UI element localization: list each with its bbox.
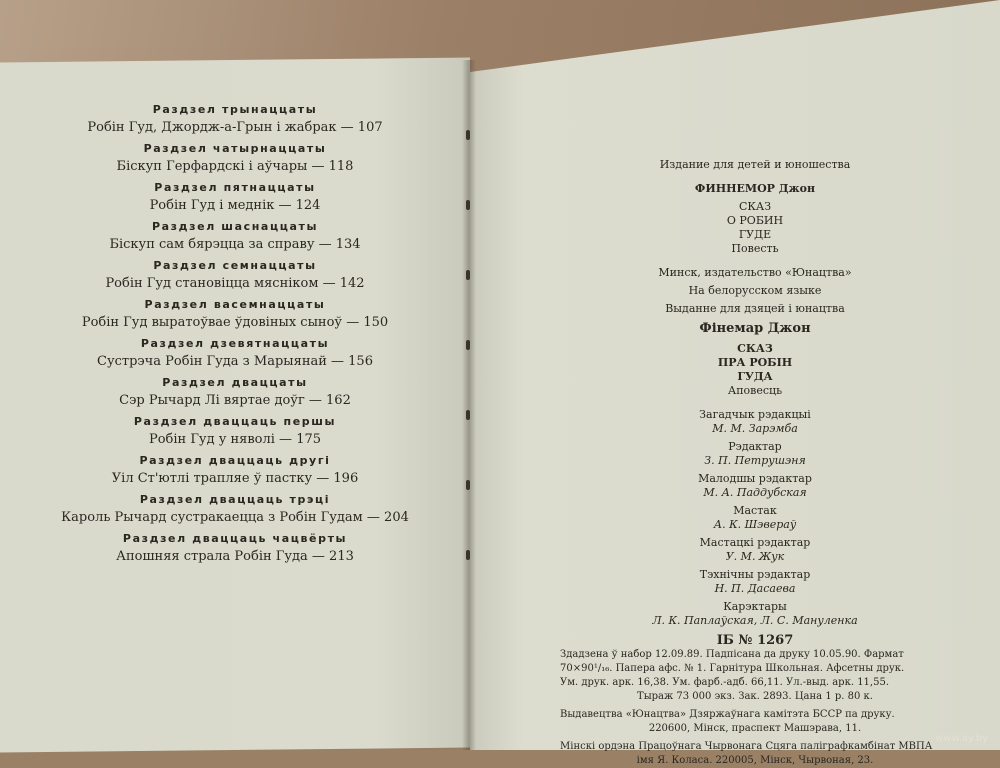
genre-ru: Повесть	[731, 242, 779, 255]
toc-entry	[30, 297, 440, 333]
audience-ru: Издание для детей и юношества	[659, 158, 851, 171]
chapter-heading: Раздзел дваццаць першы	[133, 415, 337, 428]
site-watermark: www.ay.by	[935, 733, 988, 744]
toc-entry	[30, 414, 440, 450]
publisher-line: 220600, Мінск, праспект Машэрава, 11.	[648, 723, 862, 734]
credit-name: М. А. Паддубская	[703, 486, 807, 499]
toc-entry	[30, 492, 440, 528]
chapter-title: Апошняя страла Робін Гуда — 213	[116, 549, 354, 564]
chapter-heading: Раздзел пятнаццаты	[154, 181, 316, 194]
chapter-title: Біскуп сам бярэцца за справу — 134	[109, 237, 361, 252]
chapter-heading: Раздзел дваццаць трэці	[139, 493, 331, 506]
credit-role: Мастак	[733, 504, 777, 517]
title-ru-line: СКАЗ	[738, 200, 772, 213]
toc-entry	[30, 102, 440, 138]
chapter-heading: Раздзел дваццаты	[162, 376, 308, 389]
credit-role: Рэдактар	[728, 440, 782, 453]
audience-by: Выданне для дзяцей і юнацтва	[665, 302, 845, 315]
chapter-heading: Раздзел дзевятнаццаты	[140, 337, 330, 350]
chapter-title: Робін Гуд становіцца мясніком — 142	[105, 276, 365, 291]
printer-line: Мінскі ордэна Працоўнага Чырвонага Сцяга паліграфкамбінат МВПА	[560, 741, 933, 752]
binding-stitch	[466, 550, 470, 560]
toc-entry	[30, 531, 440, 567]
chapter-heading: Раздзел семнаццаты	[153, 259, 317, 272]
credit-role: Загадчык рэдакцыі	[699, 408, 811, 421]
credit-role: Карэктары	[723, 600, 787, 613]
toc-entry	[30, 258, 440, 294]
binding-stitch	[466, 410, 470, 420]
credit-name: З. П. Петрушэня	[704, 454, 806, 467]
table-of-contents	[30, 102, 440, 570]
toc-entry	[30, 453, 440, 489]
toc-entry	[30, 141, 440, 177]
book-gutter	[462, 60, 476, 750]
credit-name: Л. К. Паплаўская, Л. С. Мануленка	[652, 614, 858, 627]
binding-stitch	[466, 130, 470, 140]
language-ru: На белорусском языке	[688, 284, 822, 297]
chapter-title: Робін Гуд, Джордж-а-Грын і жабрак — 107	[87, 120, 383, 135]
binding-stitch	[466, 200, 470, 210]
chapter-heading: Раздзел васемнаццаты	[144, 298, 326, 311]
chapter-title: Сустрэча Робін Гуда з Марыянай — 156	[97, 354, 373, 369]
binding-stitch	[466, 480, 470, 490]
print-line: Здадзена ў набор 12.09.89. Падпісана да друку 10.05.90. Фармат	[560, 649, 904, 660]
chapter-heading: Раздзел чатырнаццаты	[143, 142, 327, 155]
title-by-line: СКАЗ	[737, 342, 773, 355]
title-by-line: ГУДА	[737, 370, 773, 383]
ib-number: ІБ № 1267	[716, 633, 794, 648]
print-line: 70×90¹/₁₆. Папера афс. № 1. Гарнітура Школьная. Афсетны друк.	[560, 663, 905, 674]
chapter-title: Кароль Рычард сустракаецца з Робін Гудам — 204	[61, 510, 409, 525]
genre-by: Аповесць	[727, 384, 783, 397]
author-ru: ФИННЕМОР Джон	[694, 182, 816, 195]
credit-name: У. М. Жук	[725, 550, 785, 563]
chapter-title: Робін Гуд у няволі — 175	[148, 432, 322, 447]
binding-stitch	[466, 340, 470, 350]
imprint-block	[560, 158, 950, 768]
title-by-line: ПРА РОБІН	[717, 356, 793, 369]
toc-entry	[30, 336, 440, 372]
chapter-heading: Раздзел трынаццаты	[152, 103, 318, 116]
chapter-heading: Раздзел шаснаццаты	[152, 220, 318, 233]
credit-name: Н. П. Дасаева	[714, 582, 796, 595]
print-line: Тыраж 73 000 экз. Зак. 2893. Цана 1 р. 80 к.	[637, 691, 873, 702]
toc-entry	[30, 219, 440, 255]
toc-entry	[30, 180, 440, 216]
author-by: Фінемар Джон	[699, 321, 811, 336]
printer-line: імя Я. Коласа. 220005, Мінск, Чырвоная, 23.	[636, 755, 874, 766]
credit-role: Мастацкі рэдактар	[699, 536, 811, 549]
chapter-title: Робін Гуд і меднік — 124	[149, 198, 321, 213]
binding-stitch	[466, 270, 470, 280]
chapter-title: Біскуп Герфардскі і аўчары — 118	[116, 159, 354, 174]
publisher-ru: Минск, издательство «Юнацтва»	[658, 266, 852, 279]
chapter-title: Сэр Рычард Лі вяртае доўг — 162	[119, 393, 351, 408]
chapter-heading: Раздзел дваццаць другі	[139, 454, 331, 467]
credit-name: М. М. Зарэмба	[712, 422, 798, 435]
chapter-heading: Раздзел дваццаць чацвёрты	[122, 532, 348, 545]
title-ru-line: ГУДЕ	[738, 228, 772, 241]
credit-role: Тэхнічны рэдактар	[699, 568, 811, 581]
chapter-title: Уіл Ст'ютлі трапляе ў пастку — 196	[111, 471, 359, 486]
credit-name: А. К. Шэвераў	[713, 518, 797, 531]
chapter-title: Робін Гуд выратоўвае ўдовіных сыноў — 150	[81, 315, 389, 330]
title-ru-line: О РОБИН	[726, 214, 784, 227]
print-line: Ум. друк. арк. 16,38. Ум. фарб.-адб. 66,11. Ул.-выд. арк. 11,55.	[560, 677, 889, 688]
toc-entry	[30, 375, 440, 411]
credit-role: Малодшы рэдактар	[698, 472, 812, 485]
publisher-line: Выдавецтва «Юнацтва» Дзяржаўнага камітэта БССР па друку.	[560, 709, 895, 720]
